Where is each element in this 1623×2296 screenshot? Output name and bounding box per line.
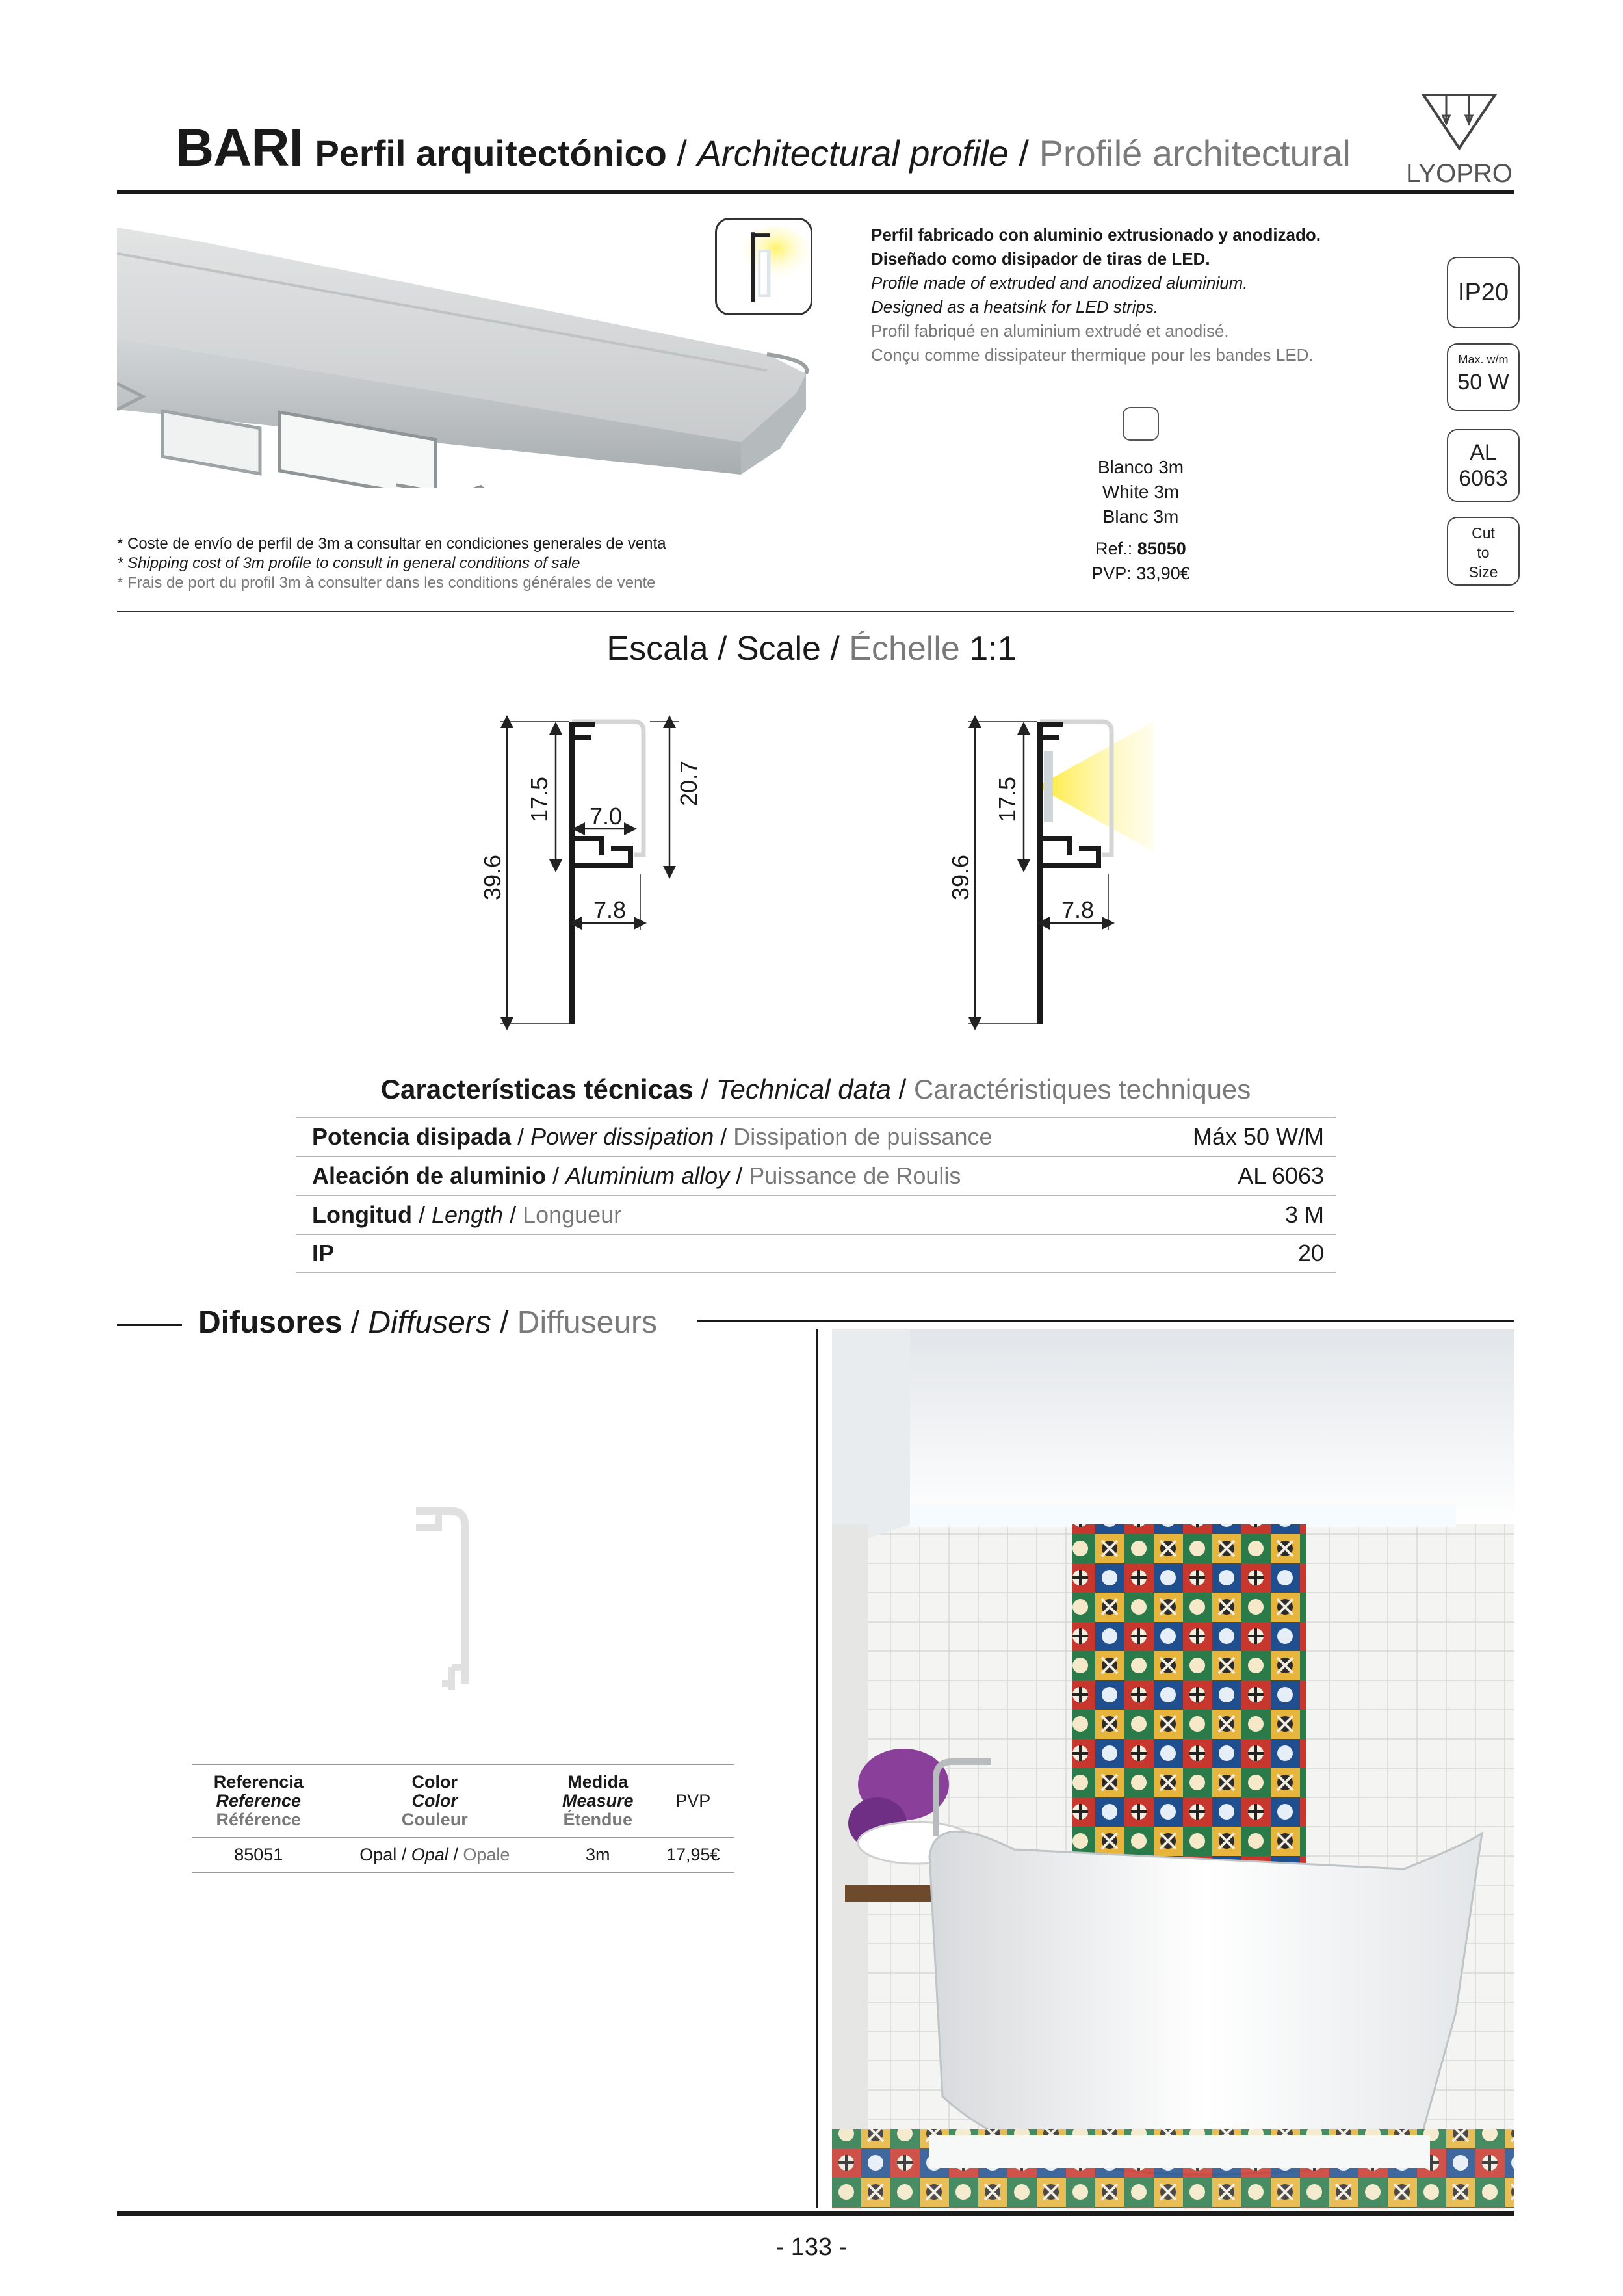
dim-height: 20.7 (675, 760, 702, 807)
technical-data-table (296, 1117, 1336, 1273)
divider (117, 1324, 182, 1326)
diff-title-fr: Diffuseurs (517, 1305, 657, 1340)
cell-price: 17,95€ (651, 1838, 734, 1872)
power-badge-label: Max. w/m (1458, 353, 1509, 366)
diffuser-section-drawing (403, 1502, 481, 1697)
row-value: AL 6063 (1238, 1162, 1324, 1189)
desc-fr-1: Profil fabriqué en aluminium extrudé et anodisé. (871, 321, 1229, 341)
desc-fr-2: Conçu comme dissipateur thermique pour les bandes LED. (871, 345, 1314, 365)
divider (697, 1320, 1514, 1322)
drawing-with-led (947, 722, 1154, 1024)
dim-bottom: 7.8 (593, 896, 627, 923)
dim2-upper: 17.5 (994, 776, 1020, 823)
brand-name: BARI (175, 118, 304, 177)
col-price: PVP (651, 1764, 734, 1838)
table-row: Longitud / Length / Longueur 3 M (296, 1195, 1336, 1234)
finish-es: Blanco 3m (1097, 457, 1184, 477)
row-value: Máx 50 W/M (1192, 1123, 1324, 1150)
product-description (871, 223, 1404, 367)
title-fr: Profilé architectural (1039, 133, 1351, 174)
desc-en-1: Profile made of extruded and anodized aluminium. (871, 273, 1248, 293)
ref-label: Ref.: (1095, 539, 1133, 558)
page-title (175, 116, 1351, 181)
alloy-badge-line1: AL (1470, 440, 1497, 465)
bathroom-photo (832, 1329, 1514, 2208)
desc-es-1: Perfil fabricado con aluminio extrusionado y anodizado. (871, 225, 1321, 244)
price: PVP: 33,90€ (1091, 564, 1190, 583)
alloy-badge (1447, 429, 1520, 502)
technical-drawings (455, 702, 1235, 1040)
finish-en: White 3m (1102, 482, 1180, 502)
profile-section-thumbnail (715, 218, 812, 315)
diffusers-table (192, 1764, 734, 1873)
table-header-row (192, 1764, 734, 1838)
shipping-fr: * Frais de port du profil 3m à consulter dans les conditions générales de vente (117, 574, 656, 592)
desc-en-2: Designed as a heatsink for LED strips. (871, 297, 1159, 317)
tech-title-fr: Caractéristiques techniques (914, 1074, 1251, 1104)
diff-title-es: Difusores (198, 1305, 343, 1340)
title-es: Perfil arquitectónico (315, 133, 667, 174)
scale-heading: Escala / Scale / Échelle 1:1 (606, 630, 1017, 668)
dim-upper: 17.5 (526, 776, 552, 823)
section-rule (117, 611, 1514, 612)
cut-badge-line1: Cut (1472, 525, 1495, 541)
title-sep: / (666, 133, 697, 174)
reference-info (1033, 536, 1248, 586)
tech-title-es: Características técnicas (380, 1074, 694, 1104)
title-sep: / (1008, 133, 1039, 174)
row-value: 3 M (1284, 1201, 1324, 1228)
diff-title-en: Diffusers (368, 1305, 491, 1340)
power-badge (1447, 343, 1520, 411)
ref-value: 85050 (1137, 539, 1186, 558)
finish-info (1033, 455, 1248, 529)
col-measure: Medida Measure Étendue (544, 1764, 651, 1838)
scale-fr: Échelle (849, 630, 960, 668)
technical-data-heading: Características técnicas / Technical data / Caractéristiques techniques (380, 1074, 1251, 1104)
scale-es: Escala (606, 630, 708, 668)
finish-fr: Blanc 3m (1102, 506, 1179, 527)
cell-measure: 3m (544, 1838, 651, 1872)
profile-photo (117, 215, 812, 488)
table-row: Aleación de aluminio / Aluminium alloy / Puissance de Roulis AL 6063 (296, 1156, 1336, 1195)
table-row (192, 1838, 734, 1872)
desc-es-2: Diseñado como disipador de tiras de LED. (871, 249, 1210, 268)
white-color-swatch (1123, 407, 1159, 441)
cell-color: Opal / Opal / Opale (326, 1838, 545, 1872)
ip-badge: IP20 (1447, 257, 1520, 328)
shipping-en: * Shipping cost of 3m profile to consult in general conditions of sale (117, 554, 580, 572)
row-value: 20 (1297, 1240, 1324, 1266)
shipping-es: * Coste de envío de perfil de 3m a consultar en condiciones generales de venta (117, 535, 666, 553)
cut-badge-line2: to (1477, 544, 1490, 561)
power-badge-value: 50 W (1457, 370, 1509, 395)
dim-total: 39.6 (479, 854, 506, 901)
dim2-total: 39.6 (947, 854, 974, 901)
table-row: IP 20 (296, 1234, 1336, 1273)
scale-ratio: 1:1 (969, 630, 1017, 668)
tech-title-en: Technical data (716, 1074, 891, 1104)
shipping-note (117, 534, 666, 593)
header-rule (117, 190, 1514, 194)
col-color: Color Color Couleur (326, 1764, 545, 1838)
page-number: - 133 - (775, 2234, 848, 2261)
dim-inner: 7.0 (589, 803, 623, 829)
cut-badge-line3: Size (1468, 564, 1498, 581)
col-reference: Referencia Reference Référence (192, 1764, 326, 1838)
cut-badge (1447, 517, 1520, 586)
table-row: Potencia disipada / Power dissipation / Dissipation de puissance Máx 50 W/M (296, 1117, 1336, 1156)
alloy-badge-line2: 6063 (1459, 466, 1508, 491)
scale-en: Scale (736, 630, 821, 668)
cell-ref: 85051 (192, 1838, 326, 1872)
diffusers-heading: Difusores / Diffusers / Diffuseurs (198, 1305, 657, 1340)
drawing-standard (479, 722, 702, 1024)
title-en: Architectural profile (697, 133, 1009, 174)
footer-rule (117, 2211, 1514, 2216)
lyopro-logo (1397, 91, 1521, 189)
logo-text: LYOPRO (1406, 159, 1513, 188)
column-divider (816, 1329, 818, 2208)
dim2-bottom: 7.8 (1061, 896, 1095, 923)
